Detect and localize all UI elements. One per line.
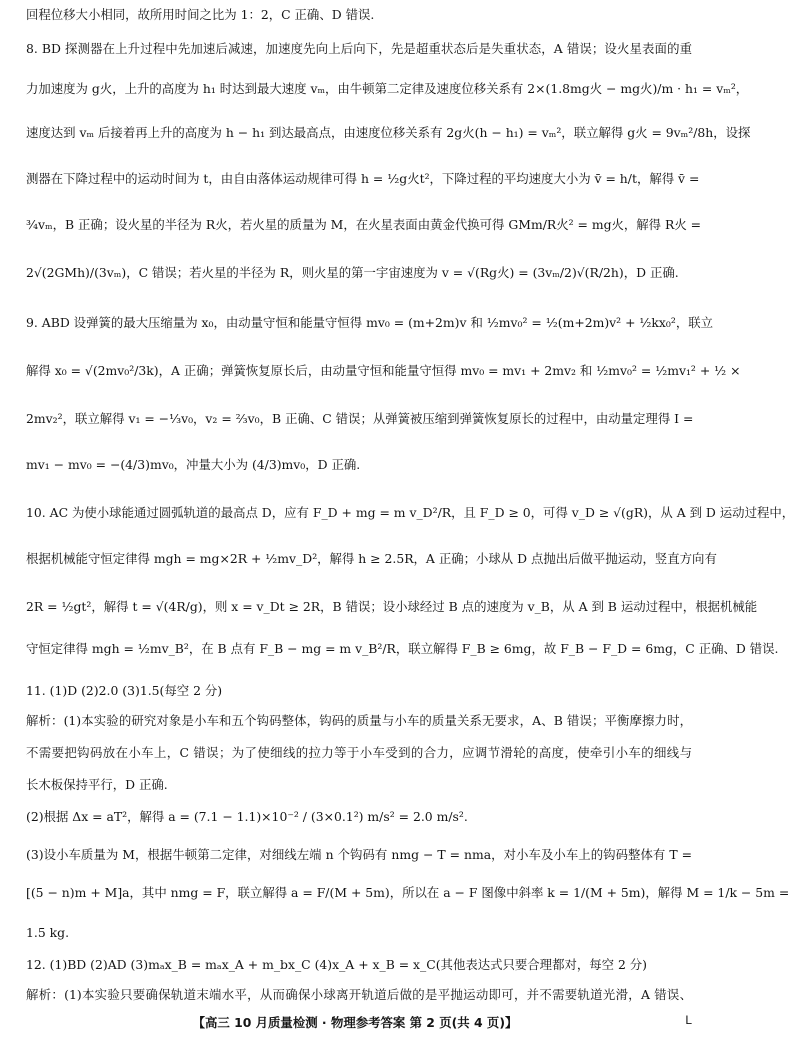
text-line: 2√(2GMh)/(3vₘ)，C 错误；若火星的半径为 R，则火星的第一宇宙速度为 v = √(Rg火) = (3vₘ/2)√(R/2h)，D 正确. <box>26 265 679 280</box>
text-line: 测器在下降过程中的运动时间为 t，由自由落体运动规律可得 h = ½g火t²，下降过程的平均速度大小为 v̄ = h/t，解得 v̄ = <box>26 171 700 186</box>
text-line: (3)设小车质量为 M，根据牛顿第二定律，对细线左端 n 个钩码有 nmg − T = nma，对小车及小车上的钩码整体有 T = <box>26 847 692 862</box>
text-line: 9. ABD 设弹簧的最大压缩量为 x₀，由动量守恒和能量守恒得 mv₀ = (m+2m)v 和 ½mv₀² = ½(m+2m)v² + ½kx₀²，联立 <box>26 315 714 330</box>
text-line: 解析：(1)本实验只要确保轨道末端水平，从而确保小球离开轨道后做的是平抛运动即可，并不需要轨道光滑，A 错误、 <box>26 987 692 1002</box>
text-line: 守恒定律得 mgh = ½mv_B²，在 B 点有 F_B − mg = m v_B²/R，联立解得 F_B ≥ 6mg，故 F_B − F_D = 6mg，C 正确、D 错误. <box>26 641 779 656</box>
text-line: 速度达到 vₘ 后接着再上升的高度为 h − h₁ 到达最高点，由速度位移关系有 2g火(h − h₁) = vₘ²，联立解得 g火 = 9vₘ²/8h，设探 <box>26 125 751 140</box>
text-line: 解得 x₀ = √(2mv₀²/3k)，A 正确；弹簧恢复原长后，由动量守恒和能量守恒得 mv₀ = mv₁ + 2mv₂ 和 ½mv₀² = ½mv₁² + ½ × <box>26 363 741 378</box>
corner-tag: L <box>685 1013 692 1027</box>
text-line: mv₁ − mv₀ = −(4/3)mv₀，冲量大小为 (4/3)mv₀，D 正确. <box>26 457 361 472</box>
text-line: 10. AC 为使小球能通过圆弧轨道的最高点 D，应有 F_D + mg = m v_D²/R，且 F_D ≥ 0，可得 v_D ≥ √(gR)，从 A 到 D 运动过程中， <box>26 505 794 520</box>
text-line: 解析：(1)本实验的研究对象是小车和五个钩码整体，钩码的质量与小车的质量关系无要求，A、B 错误；平衡摩擦力时， <box>26 713 692 728</box>
text-line: 11. (1)D (2)2.0 (3)1.5(每空 2 分) <box>26 683 223 698</box>
text-line: 回程位移大小相同，故所用时间之比为 1：2，C 正确、D 错误. <box>26 7 375 22</box>
text-line: 2mv₂²，联立解得 v₁ = −⅓v₀，v₂ = ⅔v₀，B 正确、C 错误；从弹簧被压缩到弹簧恢复原长的过程中，由动量定理得 I = <box>26 411 694 426</box>
text-line: [(5 − n)m + M]a，其中 nmg = F，联立解得 a = F/(M + 5m)，所以在 a − F 图像中斜率 k = 1/(M + 5m)，解得 M = 1/k − 5m = <box>26 885 790 900</box>
text-line: (2)根据 Δx = aT²，解得 a = (7.1 − 1.1)×10⁻² / (3×0.1²) m/s² = 2.0 m/s². <box>26 809 468 824</box>
text-line: 不需要把钩码放在小车上，C 错误；为了使细线的拉力等于小车受到的合力，应调节滑轮的高度，使牵引小车的细线与 <box>26 745 692 760</box>
text-line: 力加速度为 g火，上升的高度为 h₁ 时达到最大速度 vₘ，由牛顿第二定律及速度位移关系有 2×(1.8mg火 − mg火)/m · h₁ = vₘ²， <box>26 81 749 96</box>
text-line: 长木板保持平行，D 正确. <box>26 777 168 792</box>
page-footer: 【高三 10 月质量检测 · 物理参考答案 第 2 页(共 4 页)】 <box>192 1015 518 1030</box>
text-line: 8. BD 探测器在上升过程中先加速后减速，加速度先向上后向下，先是超重状态后是失重状态，A 错误；设火星表面的重 <box>26 41 692 56</box>
text-line: 1.5 kg. <box>26 925 70 940</box>
text-line: 12. (1)BD (2)AD (3)mₐx_B = mₐx_A + m_bx_C (4)x_A + x_B = x_C(其他表达式只要合理都对，每空 2 分) <box>26 957 648 972</box>
text-line: 根据机械能守恒定律得 mgh = mg×2R + ½mv_D²，解得 h ≥ 2.5R，A 正确；小球从 D 点抛出后做平抛运动，竖直方向有 <box>26 551 717 566</box>
text-line: 2R = ½gt²，解得 t = √(4R/g)，则 x = v_Dt ≥ 2R，B 错误；设小球经过 B 点的速度为 v_B，从 A 到 B 运动过程中，根据机械能 <box>26 599 758 614</box>
text-line: ¾vₘ，B 正确；设火星的半径为 R火，若火星的质量为 M，在火星表面由黄金代换可得 GMm/R火² = mg火，解得 R火 = <box>26 217 702 232</box>
